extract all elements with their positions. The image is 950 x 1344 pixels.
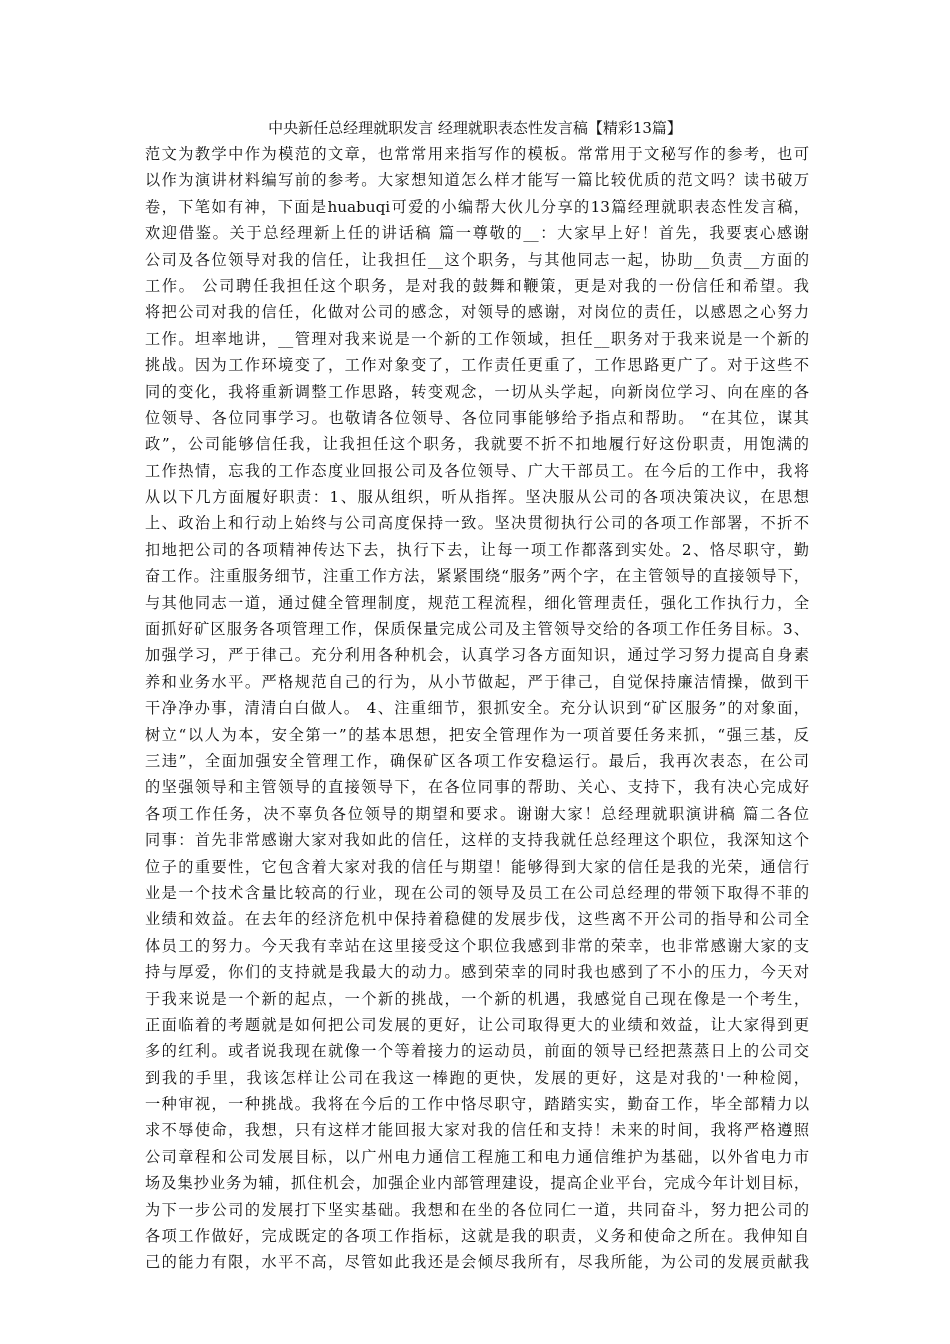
body-line: 公司及各位领导对我的信任，让我担任__这个职务，与其他同志一起，协助__负责__方面的: [145, 250, 809, 269]
body-line: 多的红利。或者说我现在就像一个等着接力的运动员，前面的领导已经把蒸蒸日上的公司交: [145, 1042, 809, 1061]
body-line: 养和业务水平。严格规范自己的行为，从小节做起，严于律己，自觉保持廉洁情操，做到干: [145, 672, 809, 691]
body-line: 求不辱使命，我想，只有这样才能回报大家对我的信任和支持！未来的时间，我将严格遵照: [145, 1121, 809, 1140]
body-line: 欢迎借鉴。关于总经理新上任的讲话稿 篇一尊敬的__：大家早上好！首先，我要衷心感谢: [145, 224, 809, 243]
body-line: 干净净办事，清清白白做人。 4、注重细节，狠抓安全。充分认识到“矿区服务”的对象面，: [145, 699, 809, 718]
body-line: 公司章程和公司发展目标，以广州电力通信工程施工和电力通信维护为基础，以外省电力市: [145, 1147, 809, 1166]
body-line: 一种审视，一种挑战。我将在今后的工作中恪尽职守，踏踏实实，勤奋工作，毕全部精力以: [145, 1095, 809, 1114]
body-line: 从以下几方面履好职责：1、服从组织，听从指挥。坚决服从公司的各项决策决议，在思想: [145, 488, 809, 507]
body-line: 工作。坦率地讲，__管理对我来说是一个新的工作领域，担任__职务对于我来说是一个新的: [145, 329, 809, 348]
body-line: 将把公司对我的信任，化做对公司的感念，对领导的感谢，对岗位的责任，以感恩之心努力: [145, 303, 809, 322]
body-line: 体员工的努力。今天我有幸站在这里接受这个职位我感到非常的荣幸，也非常感谢大家的支: [145, 936, 809, 955]
body-line: 各项工作做好，完成既定的各项工作指标，这就是我的职责，义务和使命之所在。我伸知自: [145, 1227, 809, 1246]
document-body: [145, 141, 809, 1276]
body-line: 上、政治上和行动上始终与公司高度保持一致。坚决贯彻执行公司的各项工作部署，不折不: [145, 514, 809, 533]
body-line: 于我来说是一个新的起点，一个新的挑战，一个新的机遇，我感觉自己现在像是一个考生，: [145, 989, 809, 1008]
body-line: 同事：首先非常感谢大家对我如此的信任，这样的支持我就任总经理这个职位，我深知这个: [145, 831, 809, 850]
body-line: 己的能力有限，水平不高，尽管如此我还是会倾尽我所有，尽我所能，为公司的发展贡献我: [145, 1253, 809, 1272]
body-line: 位领导、各位同事学习。也敬请各位领导、各位同事能够给予指点和帮助。 “在其位，谋其: [145, 408, 809, 427]
body-line: 奋工作。注重服务细节，注重工作方法，紧紧围绕“服务”两个字，在主管领导的直接领导下，: [145, 567, 809, 586]
body-line: 挑战。因为工作环境变了，工作对象变了，工作责任更重了，工作思路更广了。对于这些不: [145, 356, 809, 375]
body-line: 的坚强领导和主管领导的直接领导下，在各位同事的帮助、关心、支持下，我有决心完成好: [145, 778, 809, 797]
body-line: 同的变化，我将重新调整工作思路，转变观念，一切从头学起，向新岗位学习、向在座的各: [145, 382, 809, 401]
body-line: 与其他同志一道，通过健全管理制度，规范工程流程，细化管理责任，强化工作执行力，全: [145, 593, 809, 612]
body-line: 场及集抄业务为辅，抓住机会，加强企业内部管理建设，提高企业平台，完成今年计划目标，: [145, 1174, 809, 1193]
body-line: 为下一步公司的发展打下坚实基础。我想和在坐的各位同仁一道，共同奋斗，努力把公司的: [145, 1200, 809, 1219]
body-line: 扣地把公司的各项精神传达下去，执行下去，让每一项工作都落到实处。2、恪尽职守，勤: [145, 540, 809, 559]
document-title: 中央新任总经理就职发言 经理就职表态性发言稿【精彩13篇】: [268, 119, 682, 137]
body-line: 到我的手里，我该怎样让公司在我这一棒跑的更快，发展的更好，这是对我的'一种检阅，: [145, 1068, 809, 1087]
body-line: 政”，公司能够信任我，让我担任这个职务，我就要不折不扣地履行好这份职责，用饱满的: [145, 435, 809, 454]
body-line: 工作。 公司聘任我担任这个职务，是对我的鼓舞和鞭策，更是对我的一份信任和希望。我: [145, 276, 809, 295]
body-line: 范文为教学中作为模范的文章，也常常用来指写作的模板。常常用于文秘写作的参考，也可: [145, 145, 809, 163]
body-line: 卷，下笔如有神，下面是huabuqi可爱的小编帮大伙儿分享的13篇经理就职表态性发言稿，: [145, 197, 809, 216]
body-line: 三违”，全面加强安全管理工作，确保矿区各项工作安稳运行。最后，我再次表态，在公司: [145, 751, 809, 770]
body-line: 业是一个技术含量比较高的行业，现在公司的领导及员工在公司总经理的带领下取得不菲的: [145, 883, 809, 902]
body-line: 工作热情，忘我的工作态度业回报公司及各位领导、广大干部员工。在今后的工作中，我将: [145, 461, 809, 480]
body-line: 业绩和效益。在去年的经济危机中保持着稳健的发展步伐，这些离不开公司的指导和公司全: [145, 910, 809, 929]
body-line: 各项工作任务，决不辜负各位领导的期望和要求。谢谢大家！总经理就职演讲稿 篇二各位: [145, 804, 809, 823]
body-line: 面抓好矿区服务各项管理工作，保质保量完成公司及主管领导交给的各项工作任务目标。3、: [145, 620, 809, 639]
body-line: 位子的重要性，它包含着大家对我的信任与期望！能够得到大家的信任是我的光荣，通信行: [145, 857, 809, 876]
body-line: 以作为演讲材料编写前的参考。大家想知道怎么样才能写一篇比较优质的范文吗？读书破万: [145, 171, 809, 190]
body-line: 正面临着的考题就是如何把公司发展的更好，让公司取得更大的业绩和效益，让大家得到更: [145, 1015, 809, 1034]
body-line: 加强学习，严于律己。充分利用各种机会，认真学习各方面知识，通过学习努力提高自身素: [145, 646, 809, 665]
body-line: 持与厚爱，你们的支持就是我最大的动力。感到荣幸的同时我也感到了不小的压力，今天对: [145, 963, 809, 982]
body-line: 树立“以人为本，安全第一”的基本思想，把安全管理作为一项首要任务来抓，“强三基，反: [145, 725, 809, 744]
